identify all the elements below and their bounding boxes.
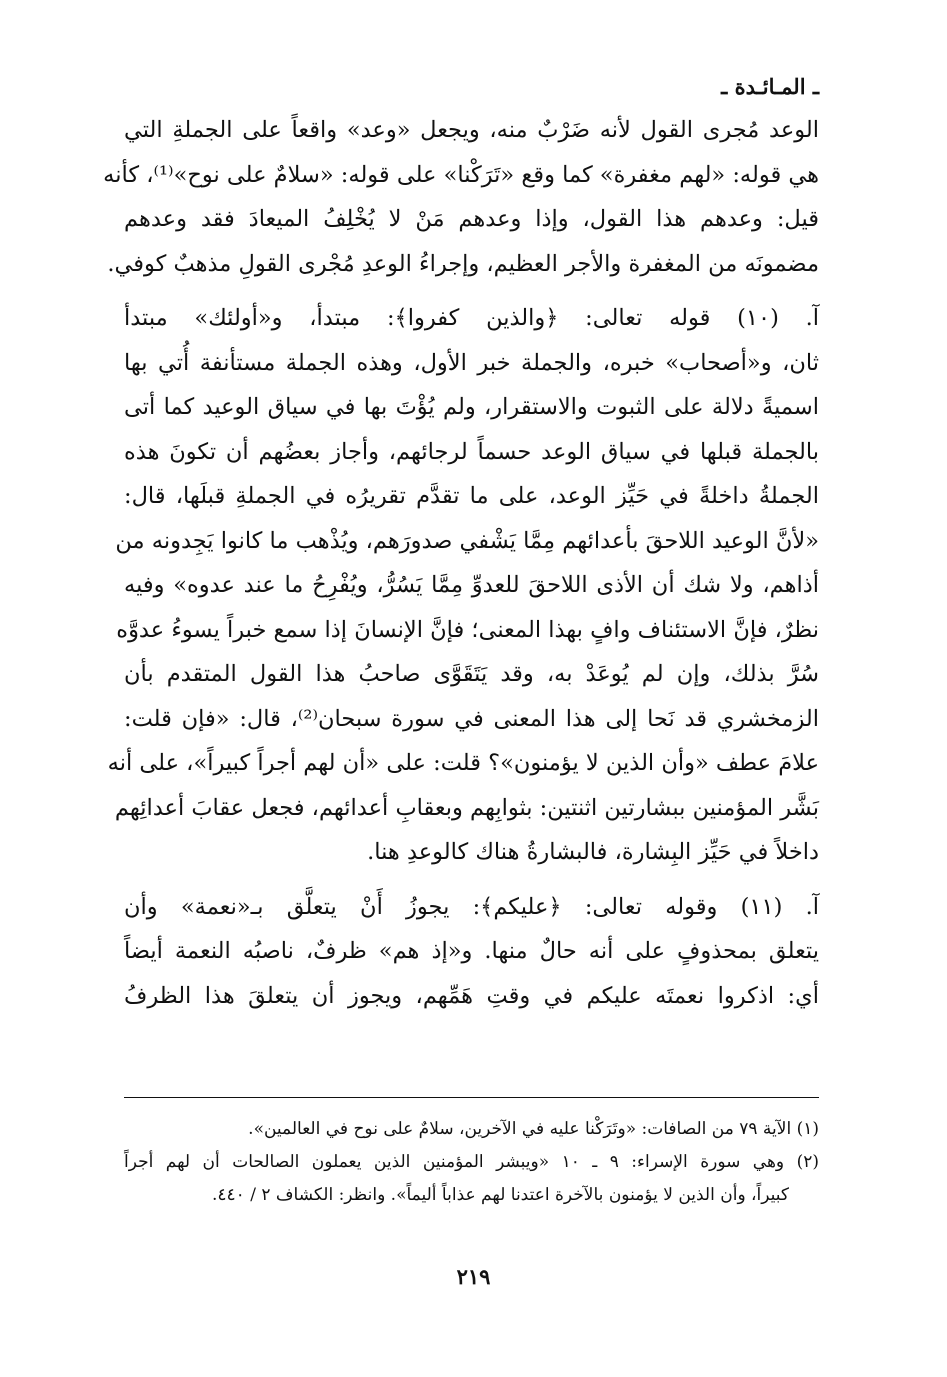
text-line: الوعد مُجرى القول لأنه ضَرْبٌ منه، ويجعل «وعد» واقعاً على الجملةِ التي (124, 117, 819, 143)
footnotes (124, 1113, 819, 1212)
text-line: بالجملة قبلها في سياق الوعد حسماً لرجائهم، وأجاز بعضُهم أن تكونَ هذه (124, 438, 819, 465)
text-line: سُرَّ بذلك، وإن لم يُوعَدْ به، وقد يَتَقَوَّى صاحبُ هذا القول المتقدم بأن (124, 661, 819, 687)
text-line: نظرٌ، فإنَّ الاستئناف وافٍ بهذا المعنى؛ فإنَّ الإنسانَ إذا سمع خبراً يسوءُ عدوَّه (116, 616, 819, 643)
text-line: الزمخشري قد نَحا إلى هذا المعنى في سورة سبحان⁽²⁾، قال: «فإن قلت: (124, 705, 820, 732)
footnote-line: (١) الآية ٧٩ من الصافات: «وتَرَكْنا عليه في الآخرين، سلامٌ على نوح في العالمين». (248, 1119, 819, 1139)
text-line: أي: اذكروا نعمتَه عليكم في وقتِ هَمِّهم، ويجوز أن يتعلقَ هذا الظرفُ (124, 982, 819, 1009)
paragraph-gap (124, 875, 819, 885)
paragraph-gap (124, 286, 819, 296)
text-line: «لأنَّ الوعيد اللاحقَ بأعدائهم مِمَّا يَشْفي صدورَهم، ويُذْهب ما كانوا يَجِدونه من (115, 527, 819, 554)
footnote-line: (٢) وهي سورة الإسراء: ٩ ـ ١٠ «ويبشر المؤمنين الذين يعملون الصالحات أن لهم أجراً (124, 1152, 819, 1172)
text-line: علامَ عطف «وأن الذين لا يؤمنون»؟ قلت: على «أن لهم أجراً كبيراً»، على أنه (107, 750, 819, 776)
text-line: هي قوله: «لهم مغفرة» كما وقع «تَرَكْنا» على قوله: «سلامٌ على نوح»⁽¹⁾، كأنه (103, 161, 819, 188)
text-line: داخلاً في حَيِّز البِشارة، فالبشارةُ هناك كالوعدِ هنا. (367, 839, 819, 865)
text-line: مضمونَه من المغفرة والأجر العظيم، وإجراءُ الوعدِ مُجْرى القولِ مذهبٌ كوفي. (107, 250, 819, 277)
text-line: آ. (١١) وقوله تعالى: ﴿عليكم﴾: يجوزُ أَنْ يتعلَّق بـ«نعمة» وأن (124, 893, 819, 920)
text-line: قيل: وعدهم هذا القول، وإذا وعدهم مَنْ لا يُخْلِفُ الميعادَ فقد وعدهم (124, 206, 819, 232)
main-text (103, 108, 820, 1018)
text-line: اسميةً دلالة على الثبوت والاستقرار، ولم يُؤْتَ بها في سياق الوعيد كما أتى (124, 394, 819, 420)
text-line: بَشَّر المؤمنين ببشارتين اثنتين: بثوابِهم وبعقابِ أعدائهم، فجعل عقابَ أعدائِهم (114, 794, 819, 821)
text-line: ثان، و«أصحاب» خبره، والجملة خبر الأول، وهذه الجملة مستأنفة أُتي بها (124, 349, 819, 376)
footnote-separator (124, 1097, 819, 1098)
running-head: ـ المـائـدة ـ (721, 74, 819, 99)
footnote-line: كبيراً، وأن الذين لا يؤمنون بالآخرة اعتدنا لهم عذاباً أليماً». وانظر: الكشاف ٢ / ٤٤٠. (212, 1185, 789, 1205)
text-line: يتعلق بمحذوفٍ على أنه حالٌ منها. و«إذ هم» ظرفٌ، ناصبُه النعمة أيضاً (124, 938, 819, 964)
text-line: أذاهم، ولا شك أن الأذى اللاحقَ للعدوِّ مِمَّا يَسُرُّ، ويُفْرِحُ ما عند عدوه» وفيه (124, 572, 819, 598)
text-line: آ. (١٠) قوله تعالى: ﴿والذين كفروا﴾: مبتدأ، و«أولئك» مبتدأ (124, 305, 819, 331)
page-number: ٢١٩ (456, 1264, 491, 1289)
text-line: الجملةُ داخلةً في حَيِّز الوعد، على ما تقدَّم تقريرُه في الجملةِ قبلَها، قال: (124, 483, 819, 509)
